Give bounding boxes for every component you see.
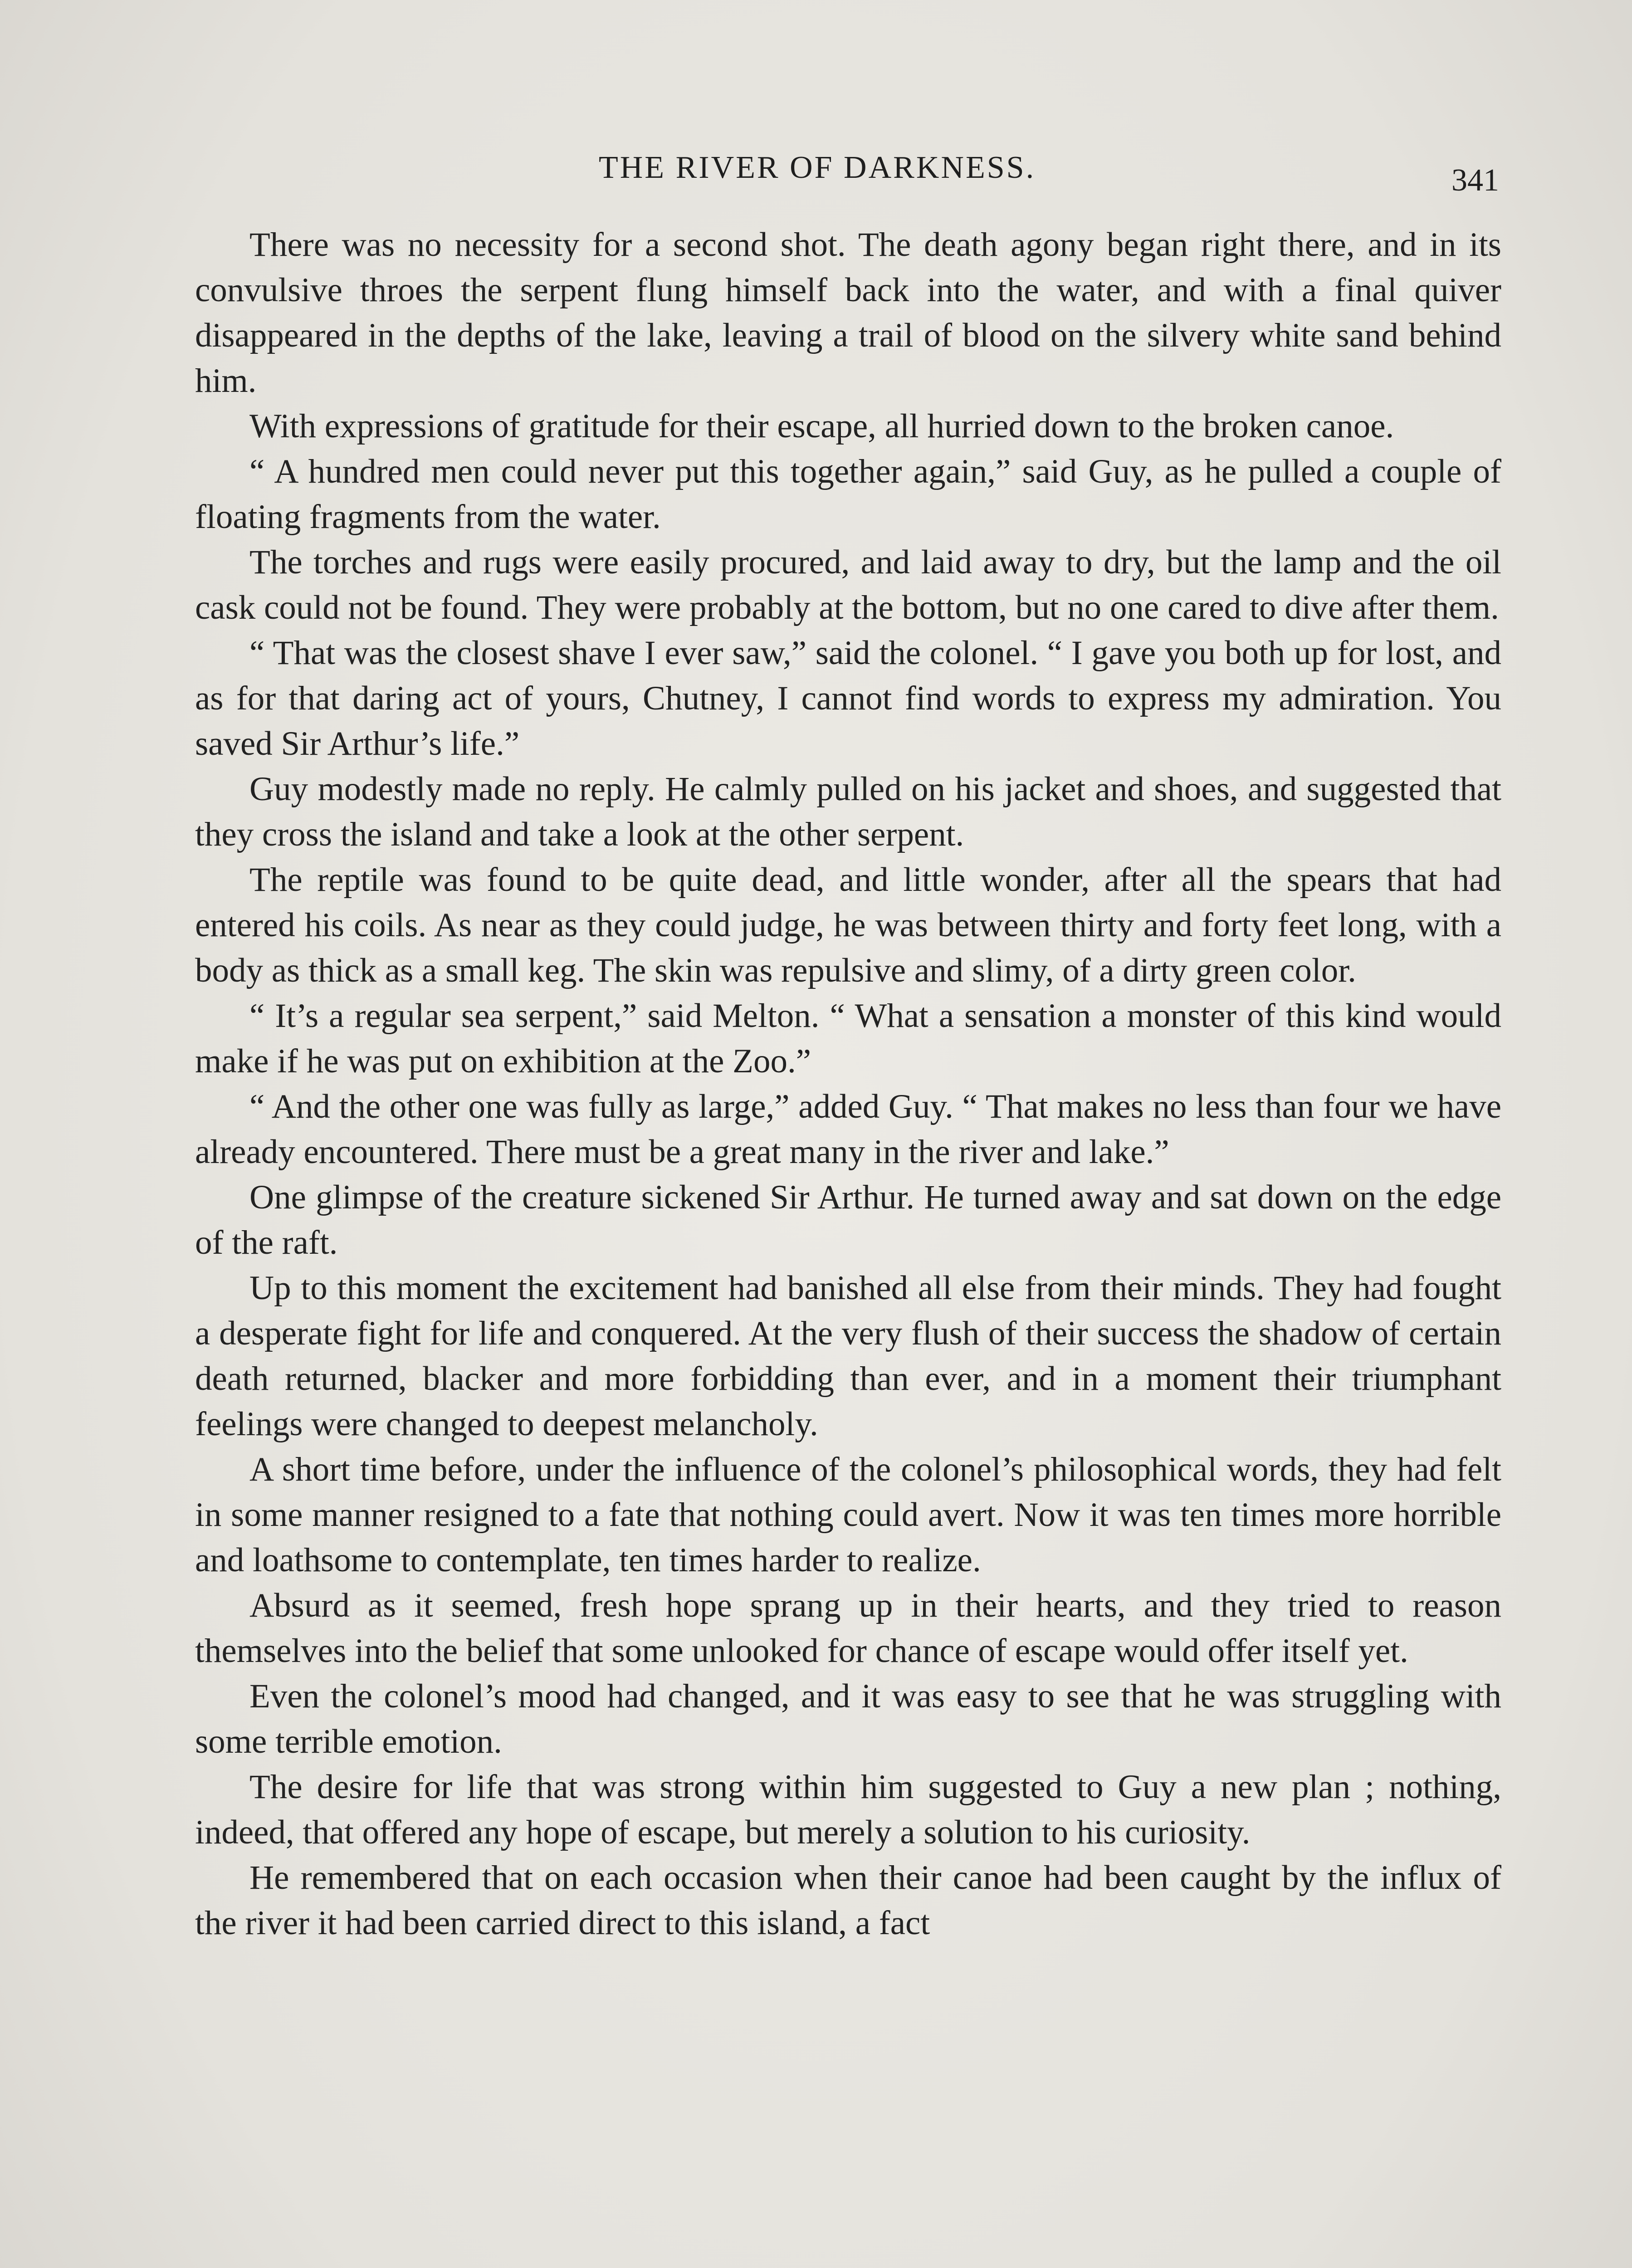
paragraph: The reptile was found to be quite dead, and little wonder, after all the spears that had entered his coils. As near as they could judge, he was between thirty and forty feet long, with a body as thick as a small keg. The skin was repulsive and slimy, of a dirty green color. (195, 861, 1501, 989)
paragraph: Up to this moment the excitement had banished all else from their minds. They had fought a desperate fight for life and conquered. At the very flush of their success the shadow of certain death returned, blacker and more forbidding than ever, and in a moment their triumphant feelings were changed to deepest melancholy. (195, 1269, 1501, 1443)
paragraph: Absurd as it seemed, fresh hope sprang up in their hearts, and they tried to reason themselves into the belief that some unlooked for chance of escape would offer itself yet. (195, 1587, 1501, 1670)
paragraph: The torches and rugs were easily procured, and laid away to dry, but the lamp and the oil cask could not be found. They were probably at the bottom, but no one cared to dive after them. (195, 543, 1501, 626)
paragraph: The desire for life that was strong within him suggested to Guy a new plan ; nothing, indeed, that offered any hope of escape, but merely a solution to his curiosity. (195, 1768, 1501, 1851)
text-body (195, 222, 1501, 1946)
page-header (0, 150, 1632, 204)
paragraph: “ It’s a regular sea serpent,” said Melton. “ What a sensation a monster of this kind would make if he was put on exhibition at the Zoo.” (195, 997, 1501, 1080)
page-number: 341 (1451, 163, 1499, 198)
paragraph: He remembered that on each occasion when their canoe had been caught by the influx of the river it had been carried direct to this island, a fact (195, 1859, 1501, 1942)
paragraph: There was no necessity for a second shot. The death agony began right there, and in its convulsive throes the serpent flung himself back into the water, and with a final quiver disappeared in the depths of the lake, leaving a trail of blood on the silvery white sand behind him. (195, 226, 1501, 400)
paragraph: “ And the other one was fully as large,” added Guy. “ That makes no less than four we have already encountered. There must be a great many in the river and lake.” (195, 1088, 1501, 1171)
paragraph: Guy modestly made no reply. He calmly pulled on his jacket and shoes, and suggested that they cross the island and take a look at the other serpent. (195, 770, 1501, 853)
paragraph: Even the colonel’s mood had changed, and it was easy to see that he was struggling with some terrible emotion. (195, 1677, 1501, 1760)
paragraph: With expressions of gratitude for their escape, all hurried down to the broken canoe. (249, 407, 1394, 445)
paragraph: “ That was the closest shave I ever saw,” said the colonel. “ I gave you both up for lost, and as for that daring act of yours, Chutney, I cannot find words to express my admiration. You saved Sir Arthur’s life.” (195, 634, 1501, 763)
paragraph: “ A hundred men could never put this together again,” said Guy, as he pulled a couple of floating fragments from the water. (195, 453, 1501, 536)
paragraph: One glimpse of the creature sickened Sir Arthur. He turned away and sat down on the edge of the raft. (195, 1178, 1501, 1261)
paragraph: A short time before, under the influence of the colonel’s philosophical words, they had felt in some manner resigned to a fate that nothing could avert. Now it was ten times more horrible and loathsome to contemplate, ten times harder to realize. (195, 1451, 1501, 1579)
running-title: THE RIVER OF DARKNESS. (599, 150, 1036, 185)
